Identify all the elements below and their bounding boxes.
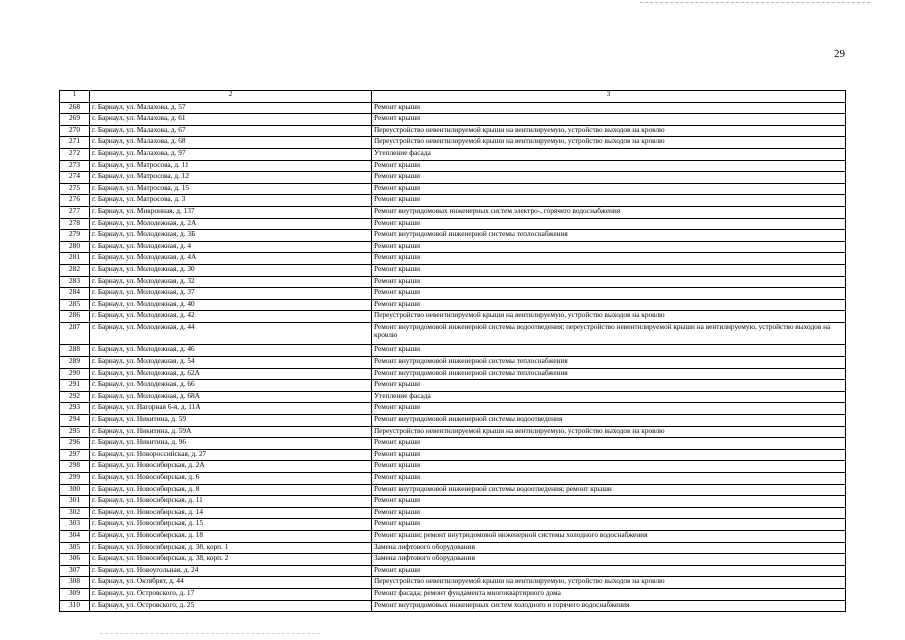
table-row (60, 276, 846, 288)
table-row (60, 600, 846, 612)
row-number: 280 (60, 241, 90, 253)
row-number: 270 (60, 125, 90, 137)
table-row (60, 542, 846, 554)
row-work: Ремонт крыши (372, 183, 846, 195)
row-work: Ремонт внутридомовой инженерной системы теплоснабжения (372, 357, 846, 369)
row-address: г. Барнаул, ул. Новосибирская, д. 2А (90, 461, 372, 473)
row-number: 301 (60, 496, 90, 508)
scan-artifact-line (100, 633, 320, 634)
row-address: г. Барнаул, ул. Малахова, д. 67 (90, 125, 372, 137)
row-number: 293 (60, 403, 90, 415)
header-col-1: 1 (60, 91, 90, 103)
table-row (60, 438, 846, 450)
table-row (60, 345, 846, 357)
row-work: Ремонт крыши (372, 403, 846, 415)
table-row (60, 241, 846, 253)
row-work: Ремонт внутридомовой инженерной системы теплоснабжения (372, 368, 846, 380)
row-number: 295 (60, 426, 90, 438)
row-address: г. Барнаул, ул. Нагорная 6-я, д. 11А (90, 403, 372, 415)
row-work: Ремонт крыши; ремонт внутридомовой инженерной системы холодного водоснабжения (372, 530, 846, 542)
row-number: 273 (60, 160, 90, 172)
table-row (60, 426, 846, 438)
table-row (60, 380, 846, 392)
row-work: Ремонт крыши (372, 461, 846, 473)
row-work: Ремонт внутридомовой инженерной системы водоотведения; ремонт крыши (372, 484, 846, 496)
row-address: г. Барнаул, ул. Молодежная, д. 40 (90, 299, 372, 311)
row-work: Ремонт крыши (372, 241, 846, 253)
row-address: г. Барнаул, ул. Малахова, д. 57 (90, 102, 372, 114)
row-number: 306 (60, 554, 90, 566)
row-work: Ремонт крыши (372, 496, 846, 508)
row-number: 284 (60, 288, 90, 300)
table-row (60, 484, 846, 496)
row-number: 288 (60, 345, 90, 357)
row-address: г. Барнаул, ул. Молодежная, д. 32 (90, 276, 372, 288)
table-row (60, 530, 846, 542)
row-number: 298 (60, 461, 90, 473)
table-row (60, 565, 846, 577)
row-work: Ремонт крыши (372, 114, 846, 126)
table-row (60, 461, 846, 473)
row-address: г. Барнаул, ул. Молодежная, д. 66 (90, 380, 372, 392)
row-work: Ремонт крыши (372, 288, 846, 300)
row-number: 279 (60, 230, 90, 242)
row-work: Ремонт крыши (372, 519, 846, 531)
row-address: г. Барнаул, ул. Матросова, д. 15 (90, 183, 372, 195)
row-number: 302 (60, 507, 90, 519)
row-work: Ремонт фасада; ремонт фундамента многоквартирного дома (372, 588, 846, 600)
row-address: г. Барнаул, ул. Молодежная, д. 46 (90, 345, 372, 357)
table-row (60, 322, 846, 345)
row-address: г. Барнаул, ул. Микронная, д. 137 (90, 206, 372, 218)
row-work: Ремонт внутридомовой инженерной системы водоотведения; переустройство невентилируемой крыши на вентилируемую, устройство выходов на кровлю (372, 322, 846, 345)
row-work: Ремонт крыши (372, 565, 846, 577)
row-address: г. Барнаул, ул. Новосибирская, д. 14 (90, 507, 372, 519)
table-row (60, 588, 846, 600)
row-work: Ремонт крыши (372, 102, 846, 114)
row-number: 285 (60, 299, 90, 311)
row-address: г. Барнаул, ул. Новосибирская, д. 15 (90, 519, 372, 531)
table-row (60, 449, 846, 461)
row-address: г. Барнаул, ул. Новосибирская, д. 38, корп. 2 (90, 554, 372, 566)
table-row (60, 137, 846, 149)
row-number: 309 (60, 588, 90, 600)
row-work: Ремонт крыши (372, 264, 846, 276)
row-address: г. Барнаул, ул. Малахова, д. 61 (90, 114, 372, 126)
row-work: Переустройство невентилируемой крыши на вентилируемую, устройство выходов на кровлю (372, 125, 846, 137)
row-address: г. Барнаул, ул. Матросова, д. 12 (90, 172, 372, 184)
works-table (59, 90, 846, 612)
row-work: Переустройство невентилируемой крыши на вентилируемую, устройство выходов на кровлю (372, 311, 846, 323)
row-work: Ремонт крыши (372, 253, 846, 265)
row-number: 282 (60, 264, 90, 276)
table-row (60, 264, 846, 276)
row-number: 286 (60, 311, 90, 323)
row-work: Ремонт крыши (372, 473, 846, 485)
row-number: 281 (60, 253, 90, 265)
row-address: г. Барнаул, ул. Молодежная, д. 44 (90, 322, 372, 345)
row-address: г. Барнаул, ул. Никитина, д. 59 (90, 415, 372, 427)
table-row (60, 507, 846, 519)
table-row (60, 577, 846, 589)
row-number: 278 (60, 218, 90, 230)
row-number: 276 (60, 195, 90, 207)
row-address: г. Барнаул, ул. Новосибирская, д. 6 (90, 473, 372, 485)
row-number: 291 (60, 380, 90, 392)
table-row (60, 160, 846, 172)
table-header (60, 91, 846, 103)
row-address: г. Барнаул, ул. Новоугольная, д. 24 (90, 565, 372, 577)
row-address: г. Барнаул, ул. Островского, д. 17 (90, 588, 372, 600)
row-work: Ремонт крыши (372, 218, 846, 230)
row-number: 300 (60, 484, 90, 496)
row-number: 292 (60, 391, 90, 403)
table-row (60, 473, 846, 485)
table-body (60, 102, 846, 612)
table-row (60, 148, 846, 160)
table-row (60, 195, 846, 207)
row-work: Ремонт крыши (372, 299, 846, 311)
table-row (60, 415, 846, 427)
table-row (60, 114, 846, 126)
row-number: 271 (60, 137, 90, 149)
table-row (60, 299, 846, 311)
row-address: г. Барнаул, ул. Молодежная, д. 37 (90, 288, 372, 300)
row-number: 294 (60, 415, 90, 427)
row-address: г. Барнаул, ул. Молодежная, д. 2А (90, 218, 372, 230)
header-col-3: 3 (372, 91, 846, 103)
table-row (60, 311, 846, 323)
row-work: Замена лифтового оборудования (372, 542, 846, 554)
row-number: 289 (60, 357, 90, 369)
row-number: 308 (60, 577, 90, 589)
row-number: 305 (60, 542, 90, 554)
table-row (60, 218, 846, 230)
row-address: г. Барнаул, ул. Молодежная, д. 68А (90, 391, 372, 403)
row-number: 296 (60, 438, 90, 450)
table-row (60, 102, 846, 114)
table-row (60, 172, 846, 184)
table-row (60, 554, 846, 566)
table-row (60, 357, 846, 369)
row-address: г. Барнаул, ул. Малахова, д. 97 (90, 148, 372, 160)
table-row (60, 403, 846, 415)
row-work: Ремонт крыши (372, 195, 846, 207)
row-work: Ремонт крыши (372, 172, 846, 184)
table-row (60, 125, 846, 137)
row-work: Ремонт крыши (372, 345, 846, 357)
row-address: г. Барнаул, ул. Матросова, д. 3 (90, 195, 372, 207)
table-row (60, 391, 846, 403)
table-row (60, 288, 846, 300)
row-work: Переустройство невентилируемой крыши на вентилируемую, устройство выходов на кровлю (372, 577, 846, 589)
row-number: 310 (60, 600, 90, 612)
row-number: 304 (60, 530, 90, 542)
row-number: 277 (60, 206, 90, 218)
scan-artifact-line (640, 2, 870, 3)
row-number: 303 (60, 519, 90, 531)
row-number: 307 (60, 565, 90, 577)
row-work: Ремонт крыши (372, 438, 846, 450)
row-number: 269 (60, 114, 90, 126)
table-row (60, 230, 846, 242)
row-address: г. Барнаул, ул. Новосибирская, д. 8 (90, 484, 372, 496)
table-row (60, 206, 846, 218)
row-address: г. Барнаул, ул. Новосибирская, д. 38, корп. 1 (90, 542, 372, 554)
row-number: 287 (60, 322, 90, 345)
row-number: 274 (60, 172, 90, 184)
row-address: г. Барнаул, ул. Новосибирская, д. 11 (90, 496, 372, 508)
row-address: г. Барнаул, ул. Новороссийская, д. 27 (90, 449, 372, 461)
row-number: 290 (60, 368, 90, 380)
row-number: 268 (60, 102, 90, 114)
row-work: Ремонт крыши (372, 449, 846, 461)
header-col-2: 2 (90, 91, 372, 103)
row-work: Замена лифтового оборудования (372, 554, 846, 566)
row-work: Ремонт крыши (372, 380, 846, 392)
table-row (60, 253, 846, 265)
row-work: Ремонт внутридомовых инженерных систем электро-, горячего водоснабжения (372, 206, 846, 218)
row-address: г. Барнаул, ул. Новосибирская, д. 18 (90, 530, 372, 542)
row-address: г. Барнаул, ул. Молодежная, д. 42 (90, 311, 372, 323)
row-work: Ремонт внутридомовой инженерной системы водоотведения (372, 415, 846, 427)
row-address: г. Барнаул, ул. Молодежная, д. 62А (90, 368, 372, 380)
row-address: г. Барнаул, ул. Молодежная, д. 54 (90, 357, 372, 369)
row-address: г. Барнаул, ул. Малахова, д. 68 (90, 137, 372, 149)
table-row (60, 496, 846, 508)
row-address: г. Барнаул, ул. Матросова, д. 11 (90, 160, 372, 172)
row-work: Ремонт внутридомовой инженерной системы теплоснабжения (372, 230, 846, 242)
row-number: 275 (60, 183, 90, 195)
row-work: Ремонт крыши (372, 276, 846, 288)
row-address: г. Барнаул, ул. Молодежная, д. 3Б (90, 230, 372, 242)
row-address: г. Барнаул, ул. Молодежная, д. 4А (90, 253, 372, 265)
row-address: г. Барнаул, ул. Никитина, д. 59А (90, 426, 372, 438)
row-work: Переустройство невентилируемой крыши на вентилируемую, устройство выходов на кровлю (372, 426, 846, 438)
row-work: Ремонт крыши (372, 160, 846, 172)
table-row (60, 519, 846, 531)
row-address: г. Барнаул, ул. Островского, д. 25 (90, 600, 372, 612)
row-address: г. Барнаул, ул. Молодежная, д. 30 (90, 264, 372, 276)
row-work: Утепление фасада (372, 391, 846, 403)
table-row (60, 368, 846, 380)
row-number: 299 (60, 473, 90, 485)
row-work: Переустройство невентилируемой крыши на вентилируемую, устройство выходов на кровлю (372, 137, 846, 149)
table-row (60, 183, 846, 195)
page-number: 29 (834, 48, 845, 60)
row-work: Утепление фасада (372, 148, 846, 160)
row-number: 297 (60, 449, 90, 461)
row-address: г. Барнаул, ул. Молодежная, д. 4 (90, 241, 372, 253)
row-work: Ремонт крыши (372, 507, 846, 519)
row-address: г. Барнаул, ул. Октябрят, д. 44 (90, 577, 372, 589)
row-number: 272 (60, 148, 90, 160)
row-address: г. Барнаул, ул. Никитина, д. 96 (90, 438, 372, 450)
row-number: 283 (60, 276, 90, 288)
row-work: Ремонт внутридомовых инженерных систем холодного и горячего водоснабжения (372, 600, 846, 612)
